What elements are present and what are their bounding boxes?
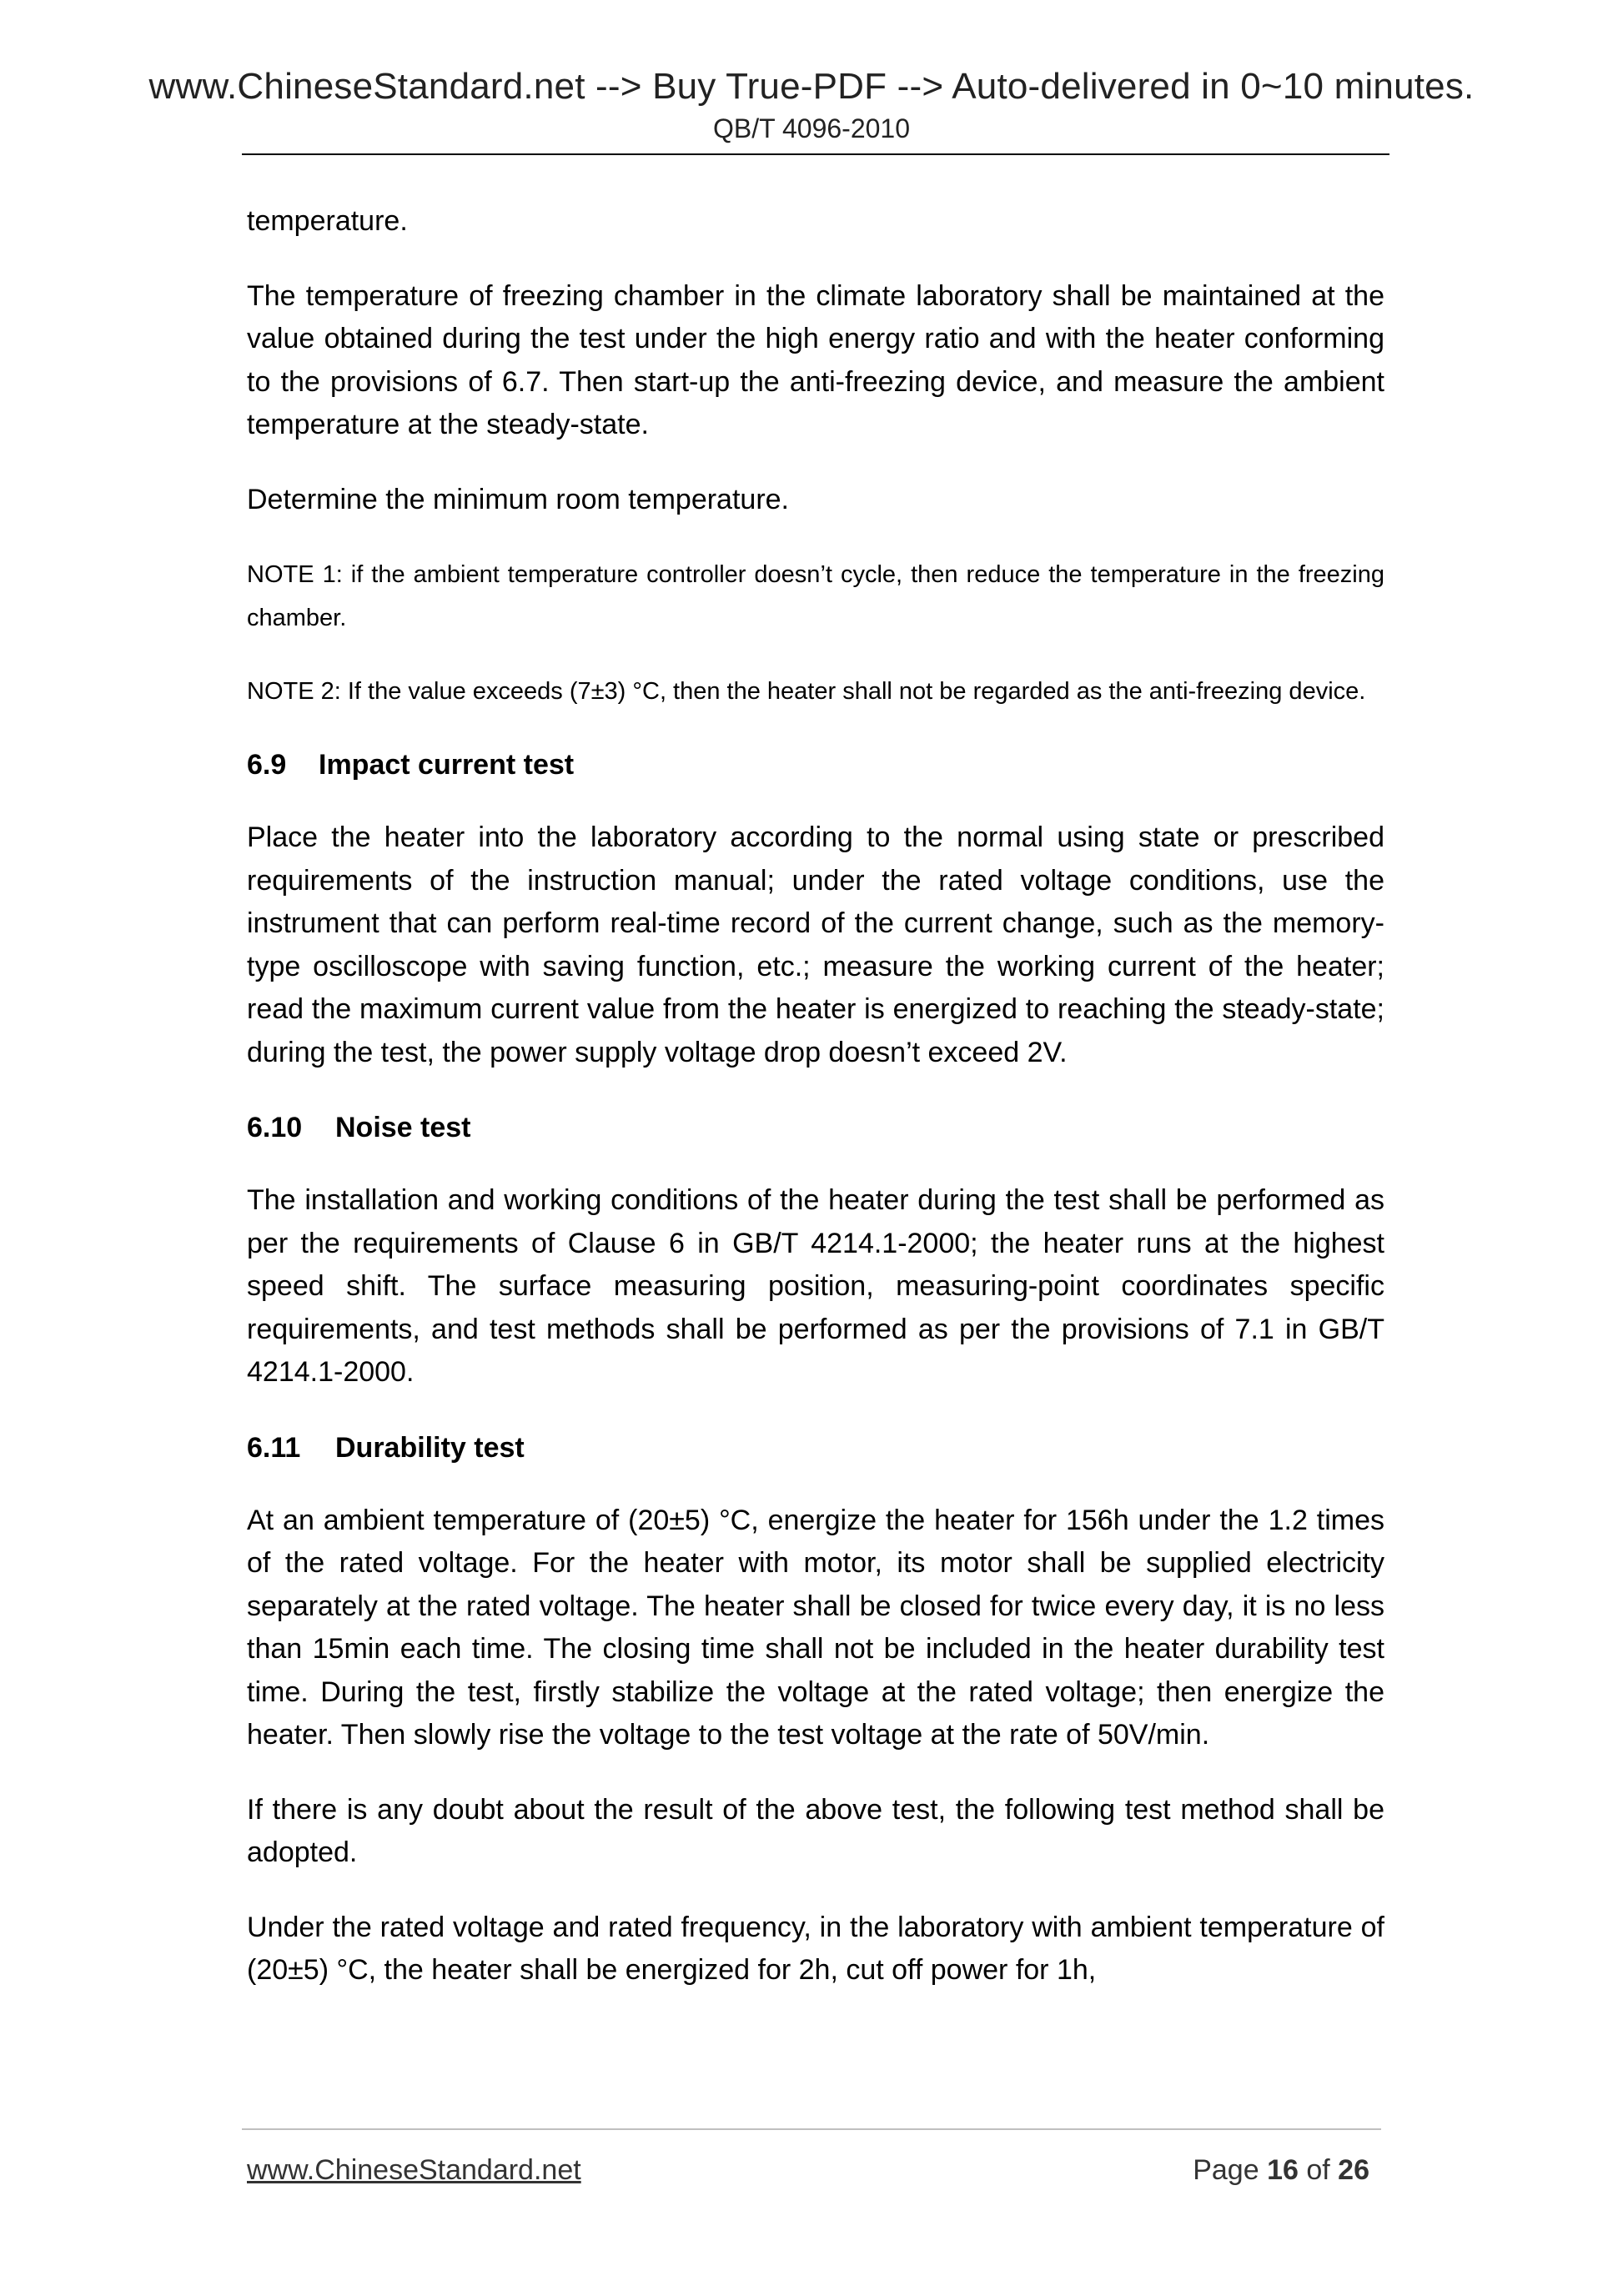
page-word: Page [1193,2154,1259,2186]
page-counter [1193,2152,1369,2188]
of-word: of [1306,2154,1330,2186]
paragraph-durability-2: If there is any doubt about the result of the above test, the following test method shall be adopted. [247,1793,1384,1868]
section-number: 6.9 [247,749,287,781]
header-divider [242,153,1389,155]
paragraph-freezing-chamber: The temperature of freezing chamber in the climate laboratory shall be maintained at the value obtained during the test under the high energy ratio and with the heater conforming to the provisions of 6.7. Then start-up the anti-freezing device, and measure the ambient temperature at the steady-state. [247,279,1384,440]
section-heading-6-9 [247,743,1384,786]
paragraph-determine-minimum: Determine the minimum room temperature. [247,483,790,515]
paragraph-noise-test: The installation and working conditions of the heater during the test shall be performed as per the requirements of Clause 6 in GB/T 4214.1-2000; the heater runs at the highest speed shift. The surface measuring position, measuring-point coordinates specific requirements, and test methods shall be performed as per the provisions of 7.1 in GB/T 4214.1-2000. [247,1184,1384,1388]
page-header [0,63,1623,145]
note-1: NOTE 1: if the ambient temperature controller doesn’t cycle, then reduce the temperature in the freezing chamber. [247,561,1384,631]
paragraph-durability-1: At an ambient temperature of (20±5) °C, energize the heater for 156h under the 1.2 times of the rated voltage. For the heater with motor, its motor shall be supplied electricity separately at the rated voltage. The heater shall be closed for twice every day, it is no less than 15min each time. The closing time shall not be included in the heater durability test time. During the test, firstly stabilize the voltage at the rated voltage; then energize the heater. Then slowly rise the voltage to the test voltage at the rate of 50V/min. [247,1504,1384,1751]
total-pages-number: 26 [1338,2154,1369,2186]
section-heading-6-11 [247,1426,1384,1470]
current-page-number: 16 [1267,2154,1299,2186]
section-title: Noise test [335,1112,471,1143]
footer-site-link[interactable]: www.ChineseStandard.net [247,2154,581,2186]
header-banner[interactable]: www.ChineseStandard.net --> Buy True-PDF --> Auto-delivered in 0~10 minutes. [148,66,1475,107]
paragraph-continuation: temperature. [247,205,408,237]
section-number: 6.11 [247,1431,301,1464]
note-2: NOTE 2: If the value exceeds (7±3) °C, then the heater shall not be regarded as the anti-freezing device. [247,678,1366,705]
document-body [247,200,1384,2024]
footer-divider [242,2128,1381,2130]
section-number: 6.10 [247,1112,303,1143]
section-title: Durability test [335,1431,525,1464]
paragraph-durability-3: Under the rated voltage and rated frequency, in the laboratory with ambient temperature of (20±5) °C, the heater shall be energized for 2h, cut off power for 1h, [247,1911,1384,1986]
paragraph-impact-current: Place the heater into the laboratory according to the normal using state or prescribed requirements of the instruction manual; under the rated voltage conditions, use the instrument that can perform real-time record of the current change, such as the memory-type oscilloscope with saving function, etc.; measure the working current of the heater; read the maximum current value from the heater is energized to reaching the steady-state; during the test, the power supply voltage drop doesn’t exceed 2V. [247,821,1384,1068]
section-heading-6-10 [247,1106,1384,1149]
section-title: Impact current test [319,749,575,781]
standard-id: QB/T 4096-2010 [712,113,910,143]
